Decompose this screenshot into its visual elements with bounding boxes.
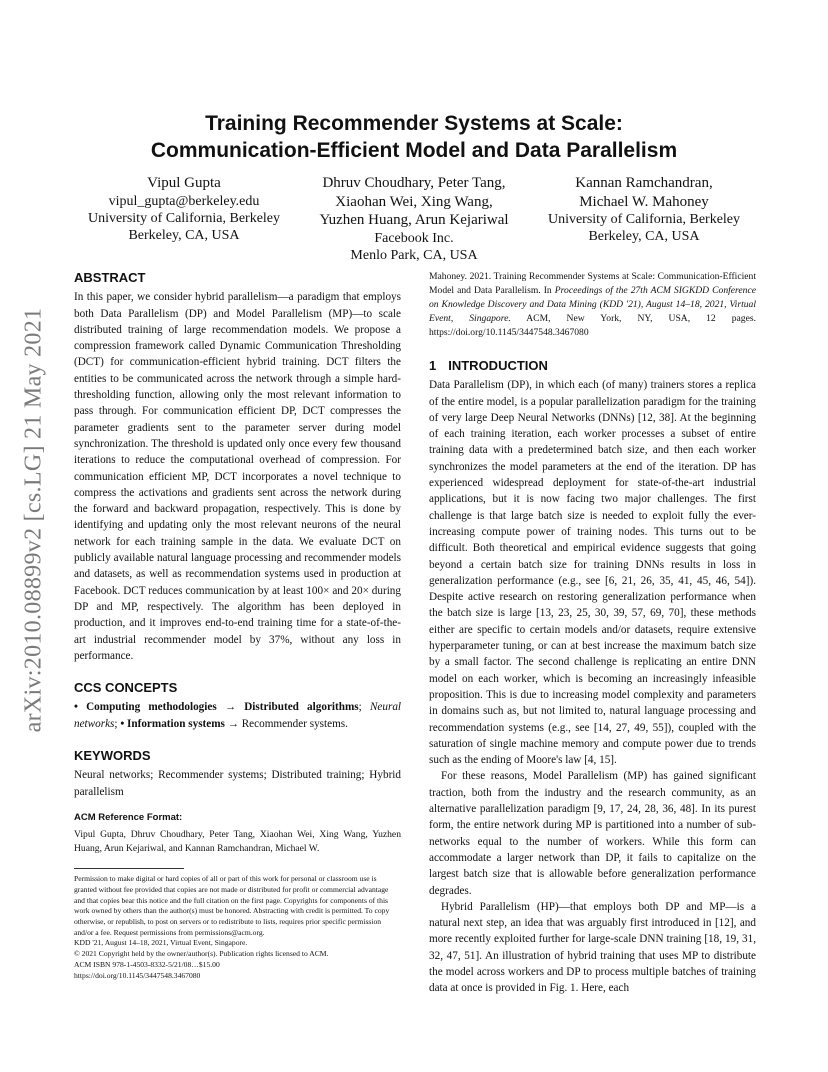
author-location: Menlo Park, CA, USA bbox=[350, 247, 478, 263]
author-affiliation: University of California, Berkeley bbox=[87, 210, 281, 226]
copyright-line: © 2021 Copyright held by the owner/author(s). Publication rights licensed to ACM. bbox=[74, 949, 329, 959]
author-name: Xiaohan Wei, Xing Wang, bbox=[335, 193, 493, 210]
author-name: Vipul Gupta bbox=[147, 175, 221, 191]
keywords-text: Neural networks; Recommender systems; Distributed training; Hybrid parallelism bbox=[74, 769, 401, 798]
intro-paragraph-2: For these reasons, Model Parallelism (MP) has gained significant traction, both from the industry and the research community, as an alternative parallelization paradigm [9, 17, 24, 28, 36, 48]. In its purest form, the entire network during MP is partitioned into a number of sub-networks equal to the number of workers. While this form can accommodate a larger network than DP, it fails to capitalize on the largest batch size that is allowable before generalization performance degrades. bbox=[429, 770, 756, 897]
ccs-text bbox=[74, 699, 401, 732]
keywords-heading: KEYWORDS bbox=[74, 748, 151, 764]
citation-venue: Proceedings of the 27th ACM SIGKDD Conference on Knowledge Discovery and Data Mining (KDD '21), August 14–18, 2021, Virtual Event, Singapore. bbox=[429, 285, 756, 324]
title-line-1: Training Recommender Systems at Scale: bbox=[205, 112, 623, 135]
citation-part: ACM, New York, NY, USA, 12 pages. https://doi.org/10.1145/3447548.3467080 bbox=[429, 313, 756, 338]
left-column bbox=[74, 270, 401, 981]
author-group-1 bbox=[74, 174, 294, 244]
author-name: Kannan Ramchandran, bbox=[575, 175, 713, 191]
abstract-text: In this paper, we consider hybrid parallelism—a paradigm that employs both Data Parallelism (DP) and Model Parallelism (MP)—to scale distributed training of large recommendation models. We propose a compression framework called Dynamic Communication Thresholding (DCT) for communication-efficient hybrid training. DCT filters the entities to be communicated across the network through a simple hard-thresholding function, allowing only the most relevant information to pass through. For communication efficient DP, DCT compresses the parameter gradients sent to the parameter server during model synchronization. The threshold is updated only once every few thousand iterations to reduce the computational overhead of compression. For communication efficient MP, DCT incorporates a novel technique to compress the activations and gradients sent across the network during the forward and backward propagation, respectively. This is done by identifying and updating only the most relevant neurons of the neural network for each training sample in the data. We evaluate DCT on publicly available natural language processing and recommender models and datasets, as well as recommendation systems used in production at Facebook. DCT reduces communication by at least 100× and 20× during DP and MP, respectively. The algorithm has been deployed in production, and it improves end-to-end training time for a state-of-the-art industrial recommender model by 37%, without any loss in performance. bbox=[74, 291, 401, 662]
right-column bbox=[429, 270, 756, 997]
ccs-sep: ; bbox=[358, 701, 370, 714]
abstract-heading: ABSTRACT bbox=[74, 270, 146, 285]
arxiv-identifier bbox=[14, 270, 54, 770]
ccs-sep: ; bbox=[114, 717, 121, 730]
author-group-2 bbox=[294, 174, 534, 264]
ccs-term-4: → Recommender systems. bbox=[224, 717, 348, 730]
reference-format-heading: ACM Reference Format: bbox=[74, 811, 183, 823]
author-email: vipul_gupta@berkeley.edu bbox=[108, 193, 260, 209]
author-name: Yuzhen Huang, Arun Kejariwal bbox=[319, 212, 509, 228]
author-location: Berkeley, CA, USA bbox=[128, 227, 240, 243]
venue-line: KDD '21, August 14–18, 2021, Virtual Event, Singapore. bbox=[74, 938, 248, 948]
citation-part: Mahoney. 2021. Training Recommender Systems at Scale: Communication-Efficient Model and Data Parallelism. In bbox=[429, 271, 756, 296]
ccs-term-3: • Information systems bbox=[120, 717, 225, 730]
doi-line: https://doi.org/10.1145/3447548.3467080 bbox=[74, 970, 201, 980]
ccs-heading: CCS CONCEPTS bbox=[74, 680, 178, 696]
author-name: Michael W. Mahoney bbox=[579, 193, 709, 210]
section-title: INTRODUCTION bbox=[448, 358, 548, 373]
author-affiliation: Facebook Inc. bbox=[374, 230, 454, 246]
intro-paragraph-1: Data Parallelism (DP), in which each (of many) trainers stores a replica of the entire model, is a popular parallelization paradigm for the training of very large Deep Neural Networks (DNNs) [12, 38]. At the beginning of each training iteration, each worker processes a subset of entire training data with a predetermined batch size, and then each worker synchronizes the model parameters at the end of the iteration. DP has experienced widespread deployment for state-of-the-art industrial applications, but it is now facing two major challenges. The first challenge is that large batch size is needed to exploit fully the ever-increasing compute power of training nodes. This turns out to be difficult. Both theoretical and empirical evidence suggests that going beyond a certain batch size for training DNNs results in loss in generalization performance (e.g., see [6, 21, 26, 35, 41, 45, 46, 54]). Despite active research on restoring generalization performance when the batch size is large [13, 23, 25, 30, 39, 57, 69, 70], these methods either are specific to certain models and/or datasets, require extensive hyperparameter tuning, or can at best increase the maximum batch size by a small factor. The second challenge is replicating an entire DNN model on each worker, which is becoming an increasingly infeasible proposition. This is due to increasing model complexity and parameters in domains such as, but not limited to, natural language processing and recommendation systems (e.g., see [14, 27, 49, 55]), coupled with the saturation of single machine memory and compute power due to trends such as the ending of Moore's law [4, 15]. bbox=[429, 379, 756, 767]
ccs-term-2: Neural networks bbox=[74, 701, 402, 730]
permission-notice: Permission to make digital or hard copies of all or part of this work for personal or classroom use is granted without fee provided that copies are not made or distributed for profit or commercial advantage and that copies bear this notice and the full citation on the first page. Copyrights for components of this work owned by others than the author(s) must be honored. Abstracting with credit is permitted. To copy otherwise, or republish, to post on servers or to redistribute to lists, requires prior specific permission and/or a fee. Request permissions from permissions@acm.org. bbox=[74, 874, 390, 937]
arxiv-identifier-text: arXiv:2010.08899v2 [cs.LG] 21 May 2021 bbox=[20, 307, 47, 733]
paper-title bbox=[74, 110, 754, 164]
author-name: Dhruv Choudhary, Peter Tang, bbox=[322, 175, 506, 191]
reference-format-text: Vipul Gupta, Dhruv Choudhary, Peter Tang, Xiaohan Wei, Xing Wang, Yuzhen Huang, Arun Kejariwal, and Kannan Ramchandran, Michael W. bbox=[74, 829, 401, 855]
author-location: Berkeley, CA, USA bbox=[588, 229, 700, 244]
reference-format-continued bbox=[429, 270, 756, 340]
ccs-term-1: • Computing methodologies → Distributed algorithms bbox=[74, 701, 359, 714]
title-line-2: Communication-Efficient Model and Data Parallelism bbox=[150, 139, 678, 162]
intro-paragraph-3: Hybrid Parallelism (HP)—that employs both DP and MP—is a natural next step, an idea that was arguably first introduced in [12], and more recently exploited further for large-scale DNN training [18, 19, 31, 32, 47, 51]. An illustration of hybrid training that uses MP to distribute the model across workers and DP to process multiple batches of training data at once is provided in Fig. 1. Here, each bbox=[429, 900, 756, 995]
author-affiliation: University of California, Berkeley bbox=[547, 212, 741, 227]
section-number: 1 bbox=[429, 358, 437, 373]
author-group-3 bbox=[534, 174, 754, 245]
isbn-line: ACM ISBN 978-1-4503-8332-5/21/08…$15.00 bbox=[74, 959, 220, 969]
section-heading-introduction bbox=[429, 358, 756, 374]
footnote-divider bbox=[74, 868, 184, 869]
